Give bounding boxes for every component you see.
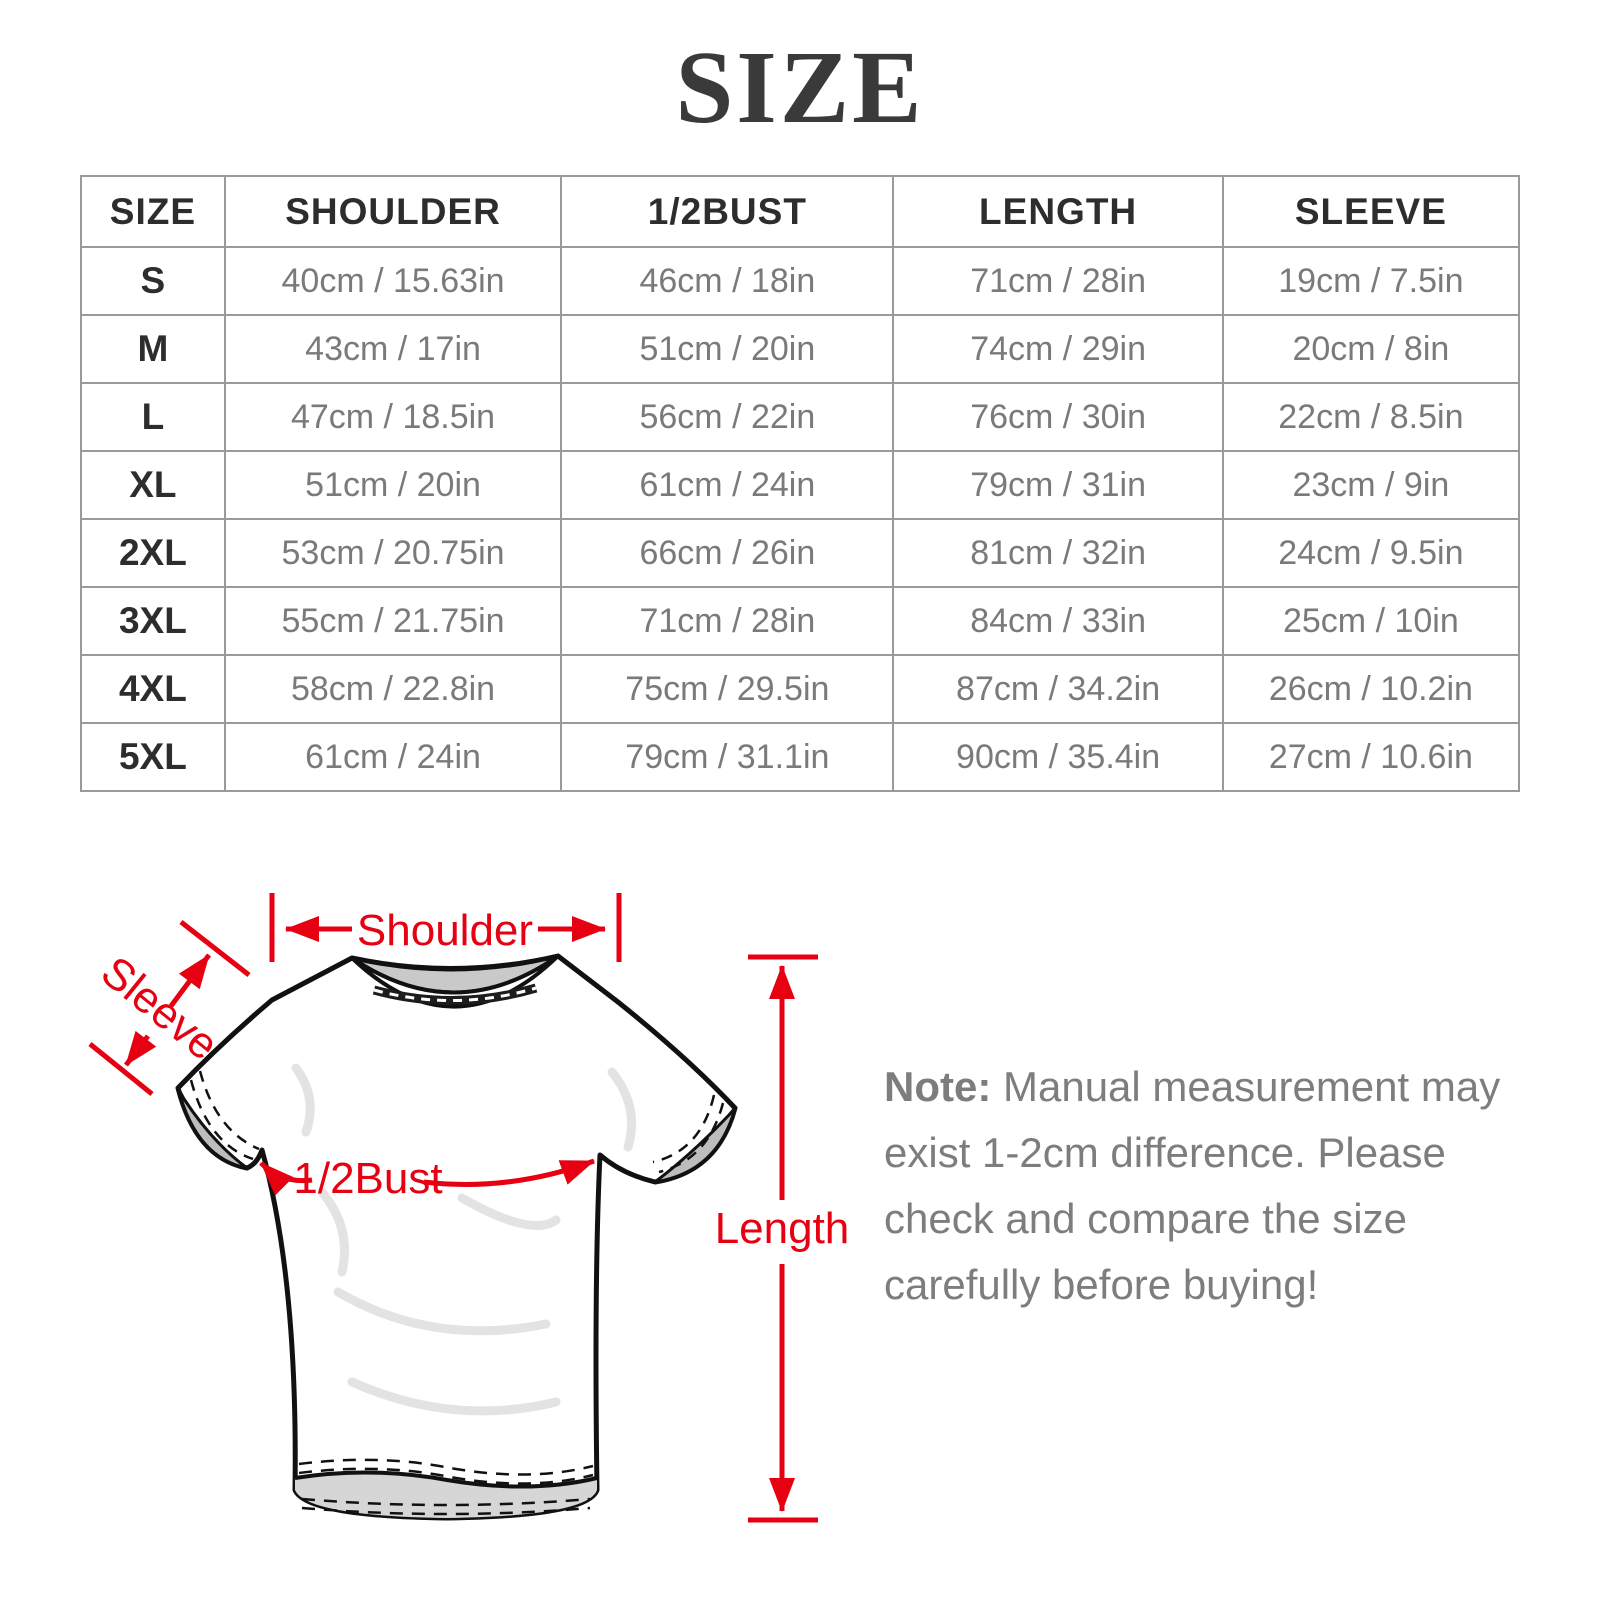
size-cell: 5XL xyxy=(81,723,225,791)
measurement-note xyxy=(884,1054,1524,1318)
length-cell: 71cm / 28in xyxy=(893,247,1222,315)
bust-label: 1/2Bust xyxy=(293,1154,443,1203)
bust-cell: 75cm / 29.5in xyxy=(561,655,893,723)
sleeve-upper-tick xyxy=(181,922,249,975)
table-row xyxy=(81,315,1519,383)
size-cell: M xyxy=(81,315,225,383)
col-header-size: SIZE xyxy=(81,176,225,247)
table-row xyxy=(81,383,1519,451)
note-line xyxy=(884,1054,1524,1120)
shoulder-cell: 47cm / 18.5in xyxy=(225,383,561,451)
bust-cell: 51cm / 20in xyxy=(561,315,893,383)
size-cell: XL xyxy=(81,451,225,519)
size-cell: 4XL xyxy=(81,655,225,723)
col-header-shoulder: SHOULDER xyxy=(225,176,561,247)
col-header-length: LENGTH xyxy=(893,176,1222,247)
shoulder-cell: 58cm / 22.8in xyxy=(225,655,561,723)
size-cell: L xyxy=(81,383,225,451)
note-line: check and compare the size xyxy=(884,1195,1407,1242)
bust-cell: 66cm / 26in xyxy=(561,519,893,587)
length-cell: 76cm / 30in xyxy=(893,383,1222,451)
sleeve-cell: 20cm / 8in xyxy=(1223,315,1519,383)
table-header-row xyxy=(81,176,1519,247)
table-row xyxy=(81,247,1519,315)
bust-cell: 56cm / 22in xyxy=(561,383,893,451)
sleeve-cell: 27cm / 10.6in xyxy=(1223,723,1519,791)
col-header-sleeve: SLEEVE xyxy=(1223,176,1519,247)
sleeve-cell: 22cm / 8.5in xyxy=(1223,383,1519,451)
table-row xyxy=(81,451,1519,519)
bust-cell: 46cm / 18in xyxy=(561,247,893,315)
note-line: carefully before buying! xyxy=(884,1261,1319,1308)
shoulder-measure xyxy=(272,893,619,962)
shoulder-cell: 43cm / 17in xyxy=(225,315,561,383)
size-table xyxy=(80,175,1520,792)
page-title: SIZE xyxy=(675,30,925,145)
sleeve-arrow-down xyxy=(126,1036,148,1065)
length-cell: 90cm / 35.4in xyxy=(893,723,1222,791)
length-cell: 84cm / 33in xyxy=(893,587,1222,655)
table-row xyxy=(81,655,1519,723)
tshirt-body-outline xyxy=(178,956,735,1518)
note-line: exist 1-2cm difference. Please xyxy=(884,1129,1446,1176)
sleeve-cell: 23cm / 9in xyxy=(1223,451,1519,519)
size-cell: 3XL xyxy=(81,587,225,655)
shoulder-cell: 40cm / 15.63in xyxy=(225,247,561,315)
length-cell: 74cm / 29in xyxy=(893,315,1222,383)
shoulder-cell: 53cm / 20.75in xyxy=(225,519,561,587)
table-row xyxy=(81,587,1519,655)
shoulder-cell: 51cm / 20in xyxy=(225,451,561,519)
length-label: Length xyxy=(714,1204,850,1253)
shoulder-cell: 61cm / 24in xyxy=(225,723,561,791)
sleeve-cell: 19cm / 7.5in xyxy=(1223,247,1519,315)
sleeve-cell: 25cm / 10in xyxy=(1223,587,1519,655)
note-text: Manual measurement may xyxy=(991,1063,1501,1110)
length-cell: 81cm / 32in xyxy=(893,519,1222,587)
sleeve-lower-tick xyxy=(90,1044,152,1094)
sleeve-label: Sleeve xyxy=(91,947,228,1070)
bust-cell: 79cm / 31.1in xyxy=(561,723,893,791)
tshirt-drawing xyxy=(178,956,735,1518)
length-cell: 87cm / 34.2in xyxy=(893,655,1222,723)
tshirt-measurement-diagram xyxy=(0,860,860,1600)
table-row xyxy=(81,723,1519,791)
shoulder-label: Shoulder xyxy=(356,906,534,955)
col-header-bust: 1/2BUST xyxy=(561,176,893,247)
sleeve-cell: 26cm / 10.2in xyxy=(1223,655,1519,723)
shoulder-cell: 55cm / 21.75in xyxy=(225,587,561,655)
length-measure xyxy=(715,957,850,1520)
note-label: Note: xyxy=(884,1063,992,1110)
length-cell: 79cm / 31in xyxy=(893,451,1222,519)
size-cell: 2XL xyxy=(81,519,225,587)
bust-cell: 61cm / 24in xyxy=(561,451,893,519)
sleeve-cell: 24cm / 9.5in xyxy=(1223,519,1519,587)
table-row xyxy=(81,519,1519,587)
size-cell: S xyxy=(81,247,225,315)
bust-cell: 71cm / 28in xyxy=(561,587,893,655)
